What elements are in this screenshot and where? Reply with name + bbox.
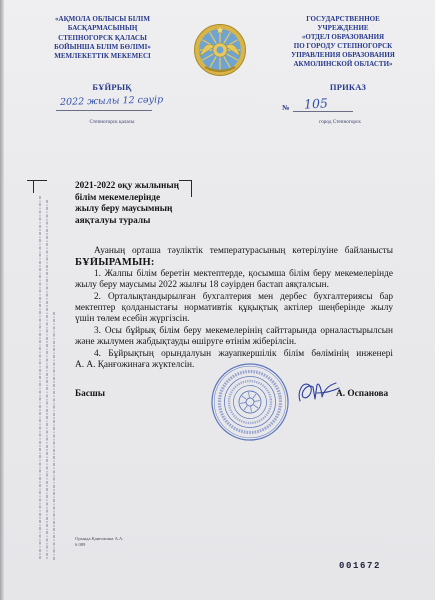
order-item-line: 1. Жалпы білім беретін мектептерде, қосымша білім беру мекемелерінде <box>94 268 393 279</box>
doc-type-russian: ПРИКАЗ <box>329 82 367 92</box>
corner-mark-right-vertical <box>191 180 192 197</box>
city-russian: город Степногорск <box>319 118 361 125</box>
order-item-1 <box>75 269 393 292</box>
order-item-line: 4. Бұйрықтың орындалуын жауапкершілік білім бөлімінің инженері <box>94 348 393 359</box>
order-word: БҰЙЫРАМЫН: <box>75 257 155 269</box>
corner-mark-left-horizontal <box>27 180 47 181</box>
header-ru-line: «ОТДЕЛ ОБРАЗОВАНИЯ <box>301 33 385 42</box>
executor-name: Орында.Қанғожина А.А. <box>75 536 124 541</box>
header-ru-line: ПО ГОРОДУ СТЕПНОГОРСК <box>293 42 393 51</box>
scan-edge <box>0 0 4 600</box>
official-stamp-icon <box>210 362 290 442</box>
order-item-line: үшін төлем есебін жүргізсін. <box>75 314 190 325</box>
number-underline <box>293 111 353 112</box>
order-item-line: және жылумен жабдықтауды өшіруге өтінім жіберілсін. <box>75 337 297 348</box>
order-item-line: А. А. Қанғожинаға жүктелсін. <box>75 359 195 370</box>
state-emblem-icon <box>193 23 247 77</box>
header-kz-line: БАСҚАРМАСЫНЫҢ <box>67 24 138 33</box>
date-underline <box>56 110 152 111</box>
header-ru-line: УПРАВЛЕНИЯ ОБРАЗОВАНИЯ <box>291 51 395 60</box>
header-kz-line: МЕМЛЕКЕТТІК МЕКЕМЕСІ <box>54 52 151 61</box>
header-ru-line: АКМОЛИНСКОЙ ОБЛАСТИ» <box>293 60 393 69</box>
title-line: 2021-2022 оқу жылының <box>75 181 180 191</box>
title-line: аяқталуы туралы <box>75 216 151 227</box>
executor-info <box>75 536 124 548</box>
order-item-line: 3. Осы бұйрық білім беру мекемелерінің сайттарында орналастырылсын <box>94 325 393 336</box>
title-line: білім мекемелерінде <box>75 192 161 203</box>
title-line: жылу беру маусымның <box>75 204 173 215</box>
city-kazakh: Степногорск қаласы <box>89 118 135 125</box>
number-sign: № <box>282 103 290 112</box>
doc-type-kazakh: БҰЙРЫҚ <box>92 82 132 92</box>
handwritten-order-number: 105 <box>303 95 329 112</box>
order-title <box>75 181 179 228</box>
header-kz-line: СТЕПНОГОРСК ҚАЛАСЫ <box>58 33 147 42</box>
header-ru-line: ГОСУДАРСТВЕННОЕ <box>306 15 380 23</box>
order-item-line: мектептер қолданыстағы нормативтік құқықтық актілер шеңберінде жылу <box>75 302 393 313</box>
margin-annotation-line <box>39 196 41 560</box>
handwritten-signature-icon <box>295 377 341 407</box>
signer-position: Басшы <box>75 389 106 399</box>
handwritten-date: 2022 жылы 12 сәуір <box>59 94 164 108</box>
header-ru-line: УЧРЕЖДЕНИЕ <box>317 24 369 33</box>
header-russian <box>283 15 403 70</box>
order-item-3 <box>75 326 393 349</box>
serial-number: 001672 <box>339 561 382 571</box>
corner-mark-left-vertical <box>33 180 34 193</box>
header-kazakh <box>45 15 160 61</box>
signer-name: А. Оспанова <box>336 389 389 399</box>
header-kz-line: БОЙЫНША БІЛІМ БӨЛІМІ» <box>54 42 151 51</box>
order-item-line: жылу беру маусымы 2022 жылғы 18 сәуірден бастап аяқталсын. <box>75 280 329 291</box>
order-item-2 <box>75 292 393 326</box>
order-body <box>75 246 393 371</box>
executor-phone: 6 089 <box>75 542 86 547</box>
margin-annotation-line <box>46 200 48 560</box>
intro-text: Ауаның орташа тәуліктік температурасының көтерілуіне байланысты <box>94 246 393 256</box>
order-item-line: 2. Орталықтандырылған бухгалтерия мен дербес бухгалтериясы бар <box>94 291 393 302</box>
header-kz-line: «АҚМОЛА ОБЛЫСЫ БІЛІМ <box>55 15 150 23</box>
margin-annotation-line <box>53 312 55 560</box>
